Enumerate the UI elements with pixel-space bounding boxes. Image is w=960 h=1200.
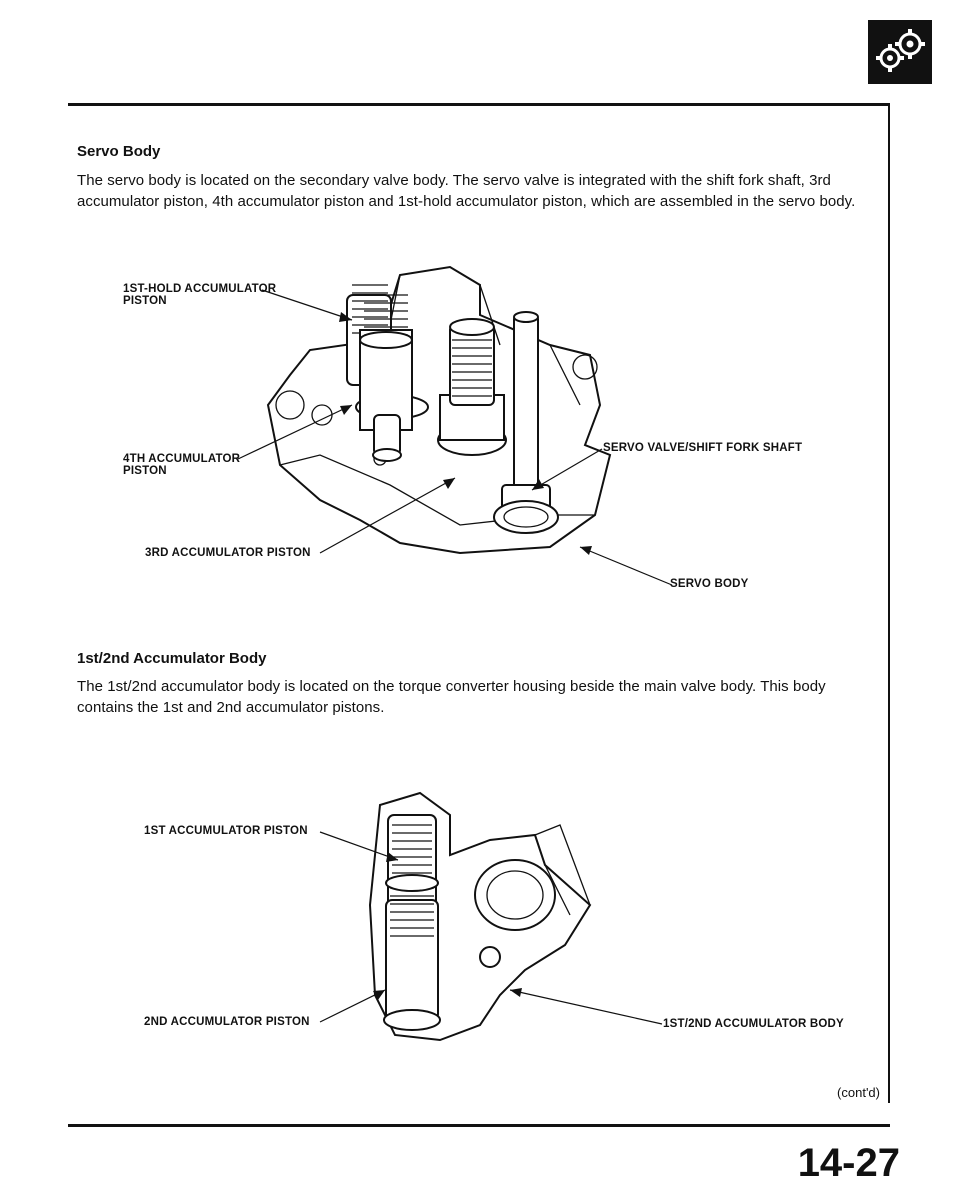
bottom-rule	[68, 1124, 890, 1127]
label-1st-hold-accumulator-piston: 1ST-HOLD ACCUMULATOR PISTON	[123, 283, 277, 307]
label-servo-body: SERVO BODY	[670, 578, 749, 590]
accumulator-section-title: 1st/2nd Accumulator Body	[77, 650, 267, 667]
label-servo-valve-shift-fork-shaft: SERVO VALVE/SHIFT FORK SHAFT	[603, 442, 803, 454]
label-1st-accumulator-piston: 1ST ACCUMULATOR PISTON	[144, 825, 308, 837]
label-3rd-accumulator-piston: 3RD ACCUMULATOR PISTON	[145, 547, 311, 559]
label-4th-accumulator-piston: 4TH ACCUMULATOR PISTON	[123, 453, 241, 477]
accumulator-section-paragraph: The 1st/2nd accumulator body is located on the torque converter housing beside the main valve body. This body contains the 1st and 2nd accumulator pistons.	[77, 678, 826, 716]
label-2nd-accumulator-piston: 2ND ACCUMULATOR PISTON	[144, 1016, 310, 1028]
continued-note: (cont'd)	[837, 1085, 880, 1100]
label-1st-2nd-accumulator-body: 1ST/2ND ACCUMULATOR BODY	[663, 1018, 844, 1030]
servo-section-title: Servo Body	[77, 143, 161, 160]
servo-section-paragraph: The servo body is located on the secondary valve body. The servo valve is integrated with the shift fork shaft, 3rd accumulator piston, 4th accumulator piston and 1st-hold accumulator piston, which are assembled in the servo body.	[77, 172, 856, 210]
page-number: 14-27	[797, 1141, 900, 1185]
